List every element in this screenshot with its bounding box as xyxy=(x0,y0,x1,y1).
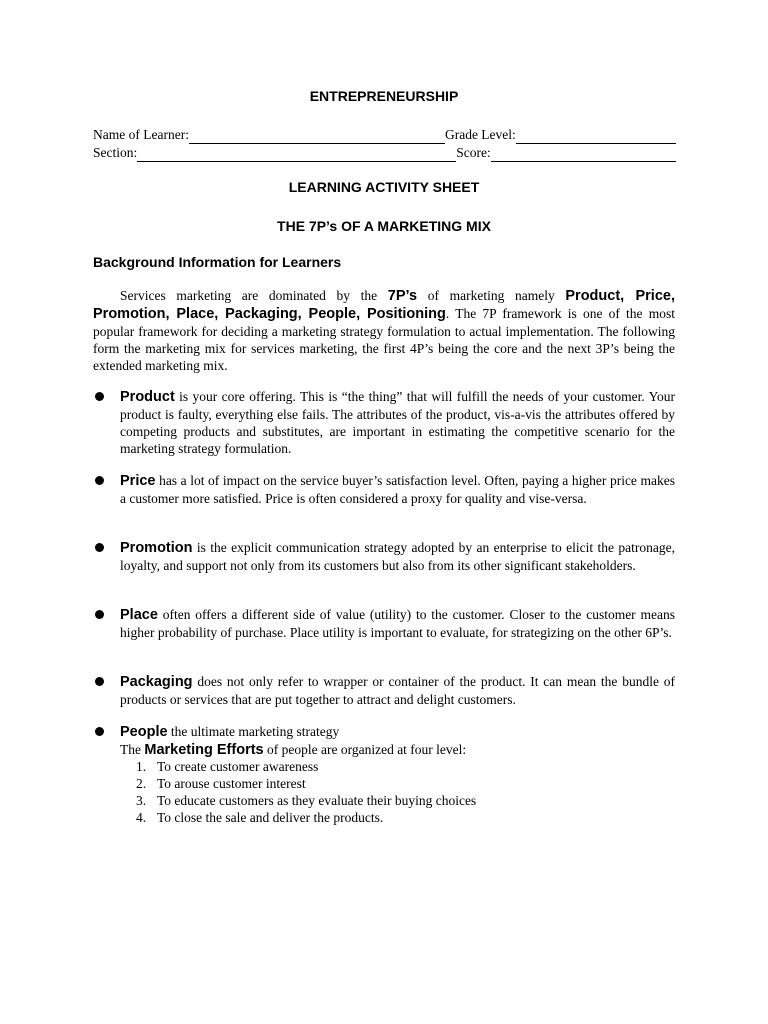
intro-text-1: Services marketing are dominated by the xyxy=(120,288,388,303)
list-number: 2. xyxy=(136,776,147,791)
bullet-dot-icon xyxy=(93,673,120,708)
people-sub-text-1: The xyxy=(120,742,145,757)
bullet-packaging xyxy=(93,673,675,708)
bullet-text xyxy=(120,606,675,641)
intro-paragraph xyxy=(93,287,675,374)
bullet-dot-icon xyxy=(93,723,120,741)
list-number: 1. xyxy=(136,759,147,774)
people-marketing-efforts xyxy=(120,741,466,759)
intro-keyword-list: Product, Price, Promotion, Place, Packaging, People, Positioning xyxy=(93,288,675,322)
bullet-term: Product xyxy=(120,389,175,405)
score-blank[interactable] xyxy=(491,148,676,162)
bullet-text xyxy=(120,388,675,457)
bullet-dot-icon xyxy=(93,539,120,574)
intro-text-3: . The 7P framework is one of the most popular framework for deciding a marketing strategy formulation to actual implementation. The following form the marketing mix for services marketing, the first 4P’s being the core and the next 3P’s being the extended marketing mix. xyxy=(93,306,675,373)
bullet-dot-icon xyxy=(93,388,120,457)
list-text: To educate customers as they evaluate their buying choices xyxy=(157,793,477,808)
list-item xyxy=(136,758,476,775)
list-number: 3. xyxy=(136,793,147,808)
name-of-learner-label: Name of Learner: xyxy=(93,127,189,142)
score-label: Score: xyxy=(456,145,491,160)
bullet-description: is the explicit communication strategy adopted by an enterprise to elicit the patronage, loyalty, and support not only from its customers but also from its other significant stakeholders. xyxy=(120,540,675,573)
bullet-text xyxy=(120,673,675,708)
background-information-heading: Background Information for Learners xyxy=(93,254,342,270)
grade-level-blank[interactable] xyxy=(516,130,676,144)
bullet-text xyxy=(120,472,675,507)
field-row-name-grade xyxy=(93,126,676,144)
field-row-section-score xyxy=(93,144,676,162)
list-item xyxy=(136,792,476,809)
bullet-term: Place xyxy=(120,607,158,623)
grade-level-label: Grade Level: xyxy=(444,127,516,142)
intro-text-2: of marketing namely xyxy=(417,288,566,303)
bullet-description: has a lot of impact on the service buyer’s satisfaction level. Often, paying a higher price makes a customer more satisfied. Price is often considered a proxy for quality and vise-versa. xyxy=(120,473,675,506)
bullet-term: Promotion xyxy=(120,540,193,556)
bullet-description: does not only refer to wrapper or container of the product. It can mean the bundle of products or services that are put together to attract and delight customers. xyxy=(120,674,675,707)
bullet-promotion xyxy=(93,539,675,574)
list-number: 4. xyxy=(136,810,147,825)
people-sub-text-2: of people are organized at four level: xyxy=(263,742,467,757)
document-title: ENTREPRENEURSHIP xyxy=(309,88,459,104)
bullet-dot-icon xyxy=(93,472,120,507)
name-of-learner-blank[interactable] xyxy=(189,130,445,144)
bullet-product xyxy=(93,388,675,457)
people-sub-keyword: Marketing Efforts xyxy=(144,742,264,758)
people-levels-list xyxy=(136,758,476,826)
bullet-term: Price xyxy=(120,473,156,489)
bullet-text xyxy=(120,539,675,574)
bullet-description: the ultimate marketing strategy xyxy=(167,724,340,739)
marketing-mix-heading: THE 7P’s OF A MARKETING MIX xyxy=(277,218,491,234)
bullet-text xyxy=(120,723,675,741)
section-label: Section: xyxy=(93,145,138,160)
intro-keyword-7ps: 7P’s xyxy=(387,288,418,304)
list-text: To create customer awareness xyxy=(157,759,319,774)
section-blank[interactable] xyxy=(137,148,456,162)
list-item xyxy=(136,775,476,792)
list-text: To arouse customer interest xyxy=(157,776,306,791)
bullet-description: often offers a different side of value (utility) to the customer. Closer to the customer means higher probability of purchase. Place utility is important to evaluate, for strategizing on the other 6P’s. xyxy=(120,607,675,640)
bullet-place xyxy=(93,606,675,641)
bullet-dot-icon xyxy=(93,606,120,641)
bullet-price xyxy=(93,472,675,507)
bullet-people xyxy=(93,723,675,741)
learner-info-fields xyxy=(93,126,676,162)
bullet-term: Packaging xyxy=(120,674,193,690)
bullet-description: is your core offering. This is “the thing” that will fulfill the needs of your customer. Your product is faulty, everything else fails. The attributes of the product, vis-a-vis the attributes offered by competing products and substitutes, are important in estimating the competitive scenario for the marketing strategy formulation. xyxy=(120,389,675,456)
learning-activity-sheet-heading: LEARNING ACTIVITY SHEET xyxy=(288,179,480,195)
list-text: To close the sale and deliver the products. xyxy=(157,810,384,825)
list-item xyxy=(136,809,476,826)
bullet-term: People xyxy=(120,724,168,740)
